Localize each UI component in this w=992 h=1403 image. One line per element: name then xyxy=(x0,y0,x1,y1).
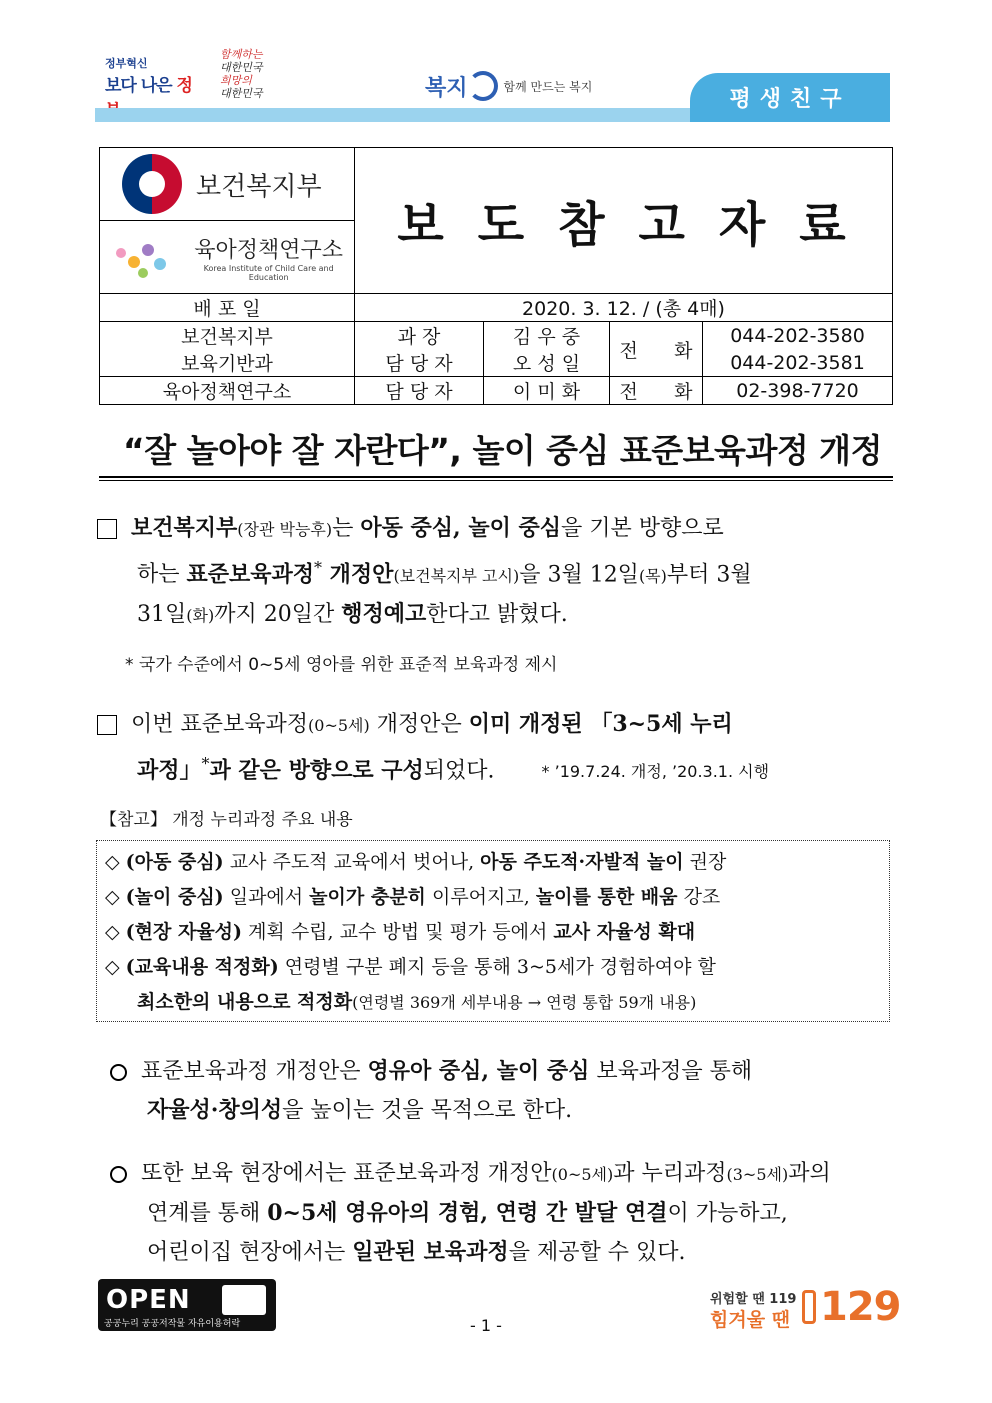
gov-innovation-big-b: 정 xyxy=(176,76,192,96)
paragraph-3 xyxy=(110,1052,895,1130)
contact-phone: 044-202-3581 xyxy=(703,349,893,377)
text: 되었다. xyxy=(423,758,495,784)
press-title: 보도참고자료 xyxy=(397,197,880,253)
text: 부터 3월 xyxy=(666,562,752,588)
gov-innovation-logo xyxy=(105,55,200,107)
headline: “잘 놀아야 잘 자란다”, 놀이 중심 표준보육과정 개정 xyxy=(123,431,882,470)
text: 하는 xyxy=(137,562,187,588)
text: 을 3월 12일 xyxy=(519,562,639,588)
footnote-mark: * xyxy=(314,558,323,577)
press-title-cell xyxy=(355,148,893,294)
ministry-logo-cell xyxy=(100,148,355,221)
phone-label: 전 화 xyxy=(610,322,703,377)
text: 또한 보육 현장에서는 표준보육과정 개정안 xyxy=(141,1161,552,1186)
text: 을 제공할 수 있다. xyxy=(508,1240,686,1265)
kicce-logo-cell xyxy=(100,221,355,294)
hotline-text-2: 힘겨울 땐 xyxy=(710,1309,791,1331)
hotline-129-logo xyxy=(710,1280,900,1330)
text: 한다고 밝혔다. xyxy=(426,602,568,628)
text: 표준보육과정 개정안은 xyxy=(141,1059,368,1084)
paragraph-1 xyxy=(97,509,897,635)
bokjiro-name: 복지 xyxy=(425,75,468,101)
contact-name: 오 성 일 xyxy=(484,349,610,377)
gov-innovation-big-a: 보다 나은 xyxy=(105,76,177,96)
phone-label: 전 화 xyxy=(610,377,703,405)
slogan-line: 대한민국 xyxy=(220,87,263,100)
reference-item: ◇ (아동 중심) 교사 주도적 교육에서 벗어나, 아동 주도적·자발적 놀이 권장 xyxy=(105,851,727,873)
headline-rule xyxy=(99,476,893,478)
kicce-english-name: Korea Institute of Child Care and Education xyxy=(203,263,334,282)
slogan-line: 함께하는 xyxy=(220,48,263,61)
contact-name: 김 우 중 xyxy=(484,322,610,350)
text: 이미 개정된 「3~5세 누리 xyxy=(468,711,733,737)
lifelong-friend-tab: 평생친구 xyxy=(690,73,890,122)
text: 영유아 중심, 놀이 중심 xyxy=(367,1058,590,1084)
attribution-person-icon xyxy=(222,1285,266,1315)
contact-phone: 044-202-3580 xyxy=(703,322,893,350)
taeguk-emblem-icon xyxy=(122,154,182,214)
hotline-text-1: 위험할 땐 119 xyxy=(710,1292,797,1307)
hotline-number: 129 xyxy=(820,1284,901,1330)
contact-org: 보육기반과 xyxy=(100,349,355,377)
text: 행정예고 xyxy=(341,601,427,628)
text: (화) xyxy=(186,606,215,626)
bokjiro-tagline: 함께 만드는 복지 xyxy=(503,79,593,94)
slogan-logo xyxy=(220,48,290,108)
slogan-line: 대한민국 xyxy=(220,61,263,74)
text: (목) xyxy=(638,566,667,586)
text: (0~5세) xyxy=(308,716,370,735)
text: 을 높이는 것을 목적으로 한다. xyxy=(282,1098,573,1123)
bokjiro-ring-icon xyxy=(468,71,498,101)
phone-icon xyxy=(802,1290,816,1324)
footnote-mark: * xyxy=(201,754,210,773)
kogl-open-badge xyxy=(98,1279,276,1331)
headline-rule xyxy=(99,480,893,481)
ministry-name: 보건복지부 xyxy=(196,171,322,202)
text: 는 xyxy=(332,516,361,541)
text: (3~5세) xyxy=(726,1165,789,1184)
press-header-table xyxy=(99,147,893,405)
reference-item: ◇ (교육내용 적정화) 연령별 구분 폐지 등을 통해 3~5세가 경험하여야 할 xyxy=(105,956,716,978)
text: 보육과정을 통해 xyxy=(589,1059,753,1084)
checkbox-square-icon xyxy=(97,715,117,735)
reference-item: ◇ (현장 자율성) 계획 수립, 교수 방법 및 평가 등에서 교사 자율성 확대 xyxy=(105,921,696,943)
kicce-dots-icon xyxy=(114,234,173,280)
bullet-circle-icon xyxy=(110,1064,127,1081)
reference-item: ◇ (놀이 중심) 일과에서 놀이가 충분히 이루어지고, 놀이를 통한 배움 강조 xyxy=(105,886,721,908)
release-value: 2020. 3. 12. / (총 4매) xyxy=(355,294,893,322)
bokjiro-logo xyxy=(425,66,592,106)
kicce-name: 육아정책연구소 xyxy=(194,237,344,263)
text: 과정」 xyxy=(137,757,202,784)
footnote: * ’19.7.24. 개정, ’20.3.1. 시행 xyxy=(541,762,770,782)
contact-name: 이 미 화 xyxy=(484,377,610,405)
text: 0~5세 영유아의 경험, 연령 간 발달 연결 xyxy=(267,1200,668,1226)
text: 과 누리과정 xyxy=(613,1161,727,1186)
contact-phone: 02-398-7720 xyxy=(703,377,893,405)
checkbox-square-icon xyxy=(97,519,117,539)
text: 31일 xyxy=(137,602,187,628)
contact-org: 육아정책연구소 xyxy=(100,377,355,405)
release-label: 배 포 일 xyxy=(100,294,355,322)
paragraph-4 xyxy=(110,1155,895,1272)
text: 까지 20일간 xyxy=(214,602,342,628)
text: 개정안 xyxy=(322,561,394,588)
reference-label: 【참고】 개정 누리과정 주요 내용 xyxy=(100,810,353,830)
contact-role: 과 장 xyxy=(355,322,484,350)
open-subtext: 공공누리 공공저작물 자유이용허락 xyxy=(104,1319,241,1329)
text: 이 가능하고, xyxy=(667,1201,788,1226)
text: 자율성·창의성 xyxy=(147,1097,283,1123)
gov-innovation-small: 정부혁신 xyxy=(105,57,148,70)
slogan-line: 희망의 xyxy=(220,74,252,87)
text: 과 같은 방향으로 구성 xyxy=(209,757,424,784)
text: 이번 표준보육과정 xyxy=(131,712,309,737)
text: 을 기본 방향으로 xyxy=(561,516,724,541)
text: 개정안은 xyxy=(369,712,469,737)
paragraph-2 xyxy=(97,705,897,791)
open-word: OPEN xyxy=(106,1285,191,1315)
reference-item-continued: 최소한의 내용으로 적정화(연령별 369개 세부내용 → 연령 통합 59개 내용) xyxy=(137,991,697,1013)
reference-box xyxy=(96,840,890,1022)
contact-role: 담 당 자 xyxy=(355,377,484,405)
text: (보건복지부 고시) xyxy=(393,566,520,586)
text: (0~5세) xyxy=(551,1165,614,1184)
contact-role: 담 당 자 xyxy=(355,349,484,377)
text: (장관 박능후) xyxy=(237,520,333,539)
text: 과의 xyxy=(788,1161,831,1186)
page-number: - 1 - xyxy=(470,1316,502,1335)
text: 아동 중심, 놀이 중심 xyxy=(360,515,562,541)
text: 연계를 통해 xyxy=(147,1201,268,1226)
text: 일관된 보육과정 xyxy=(352,1239,509,1265)
text: 보건복지부 xyxy=(131,515,238,541)
text: 표준보육과정 xyxy=(186,561,315,588)
bullet-circle-icon xyxy=(110,1166,127,1183)
text: 어린이집 현장에서는 xyxy=(147,1240,353,1265)
footnote: * 국가 수준에서 0~5세 영아를 위한 표준적 보육과정 제시 xyxy=(125,655,558,675)
contact-org: 보건복지부 xyxy=(100,322,355,350)
